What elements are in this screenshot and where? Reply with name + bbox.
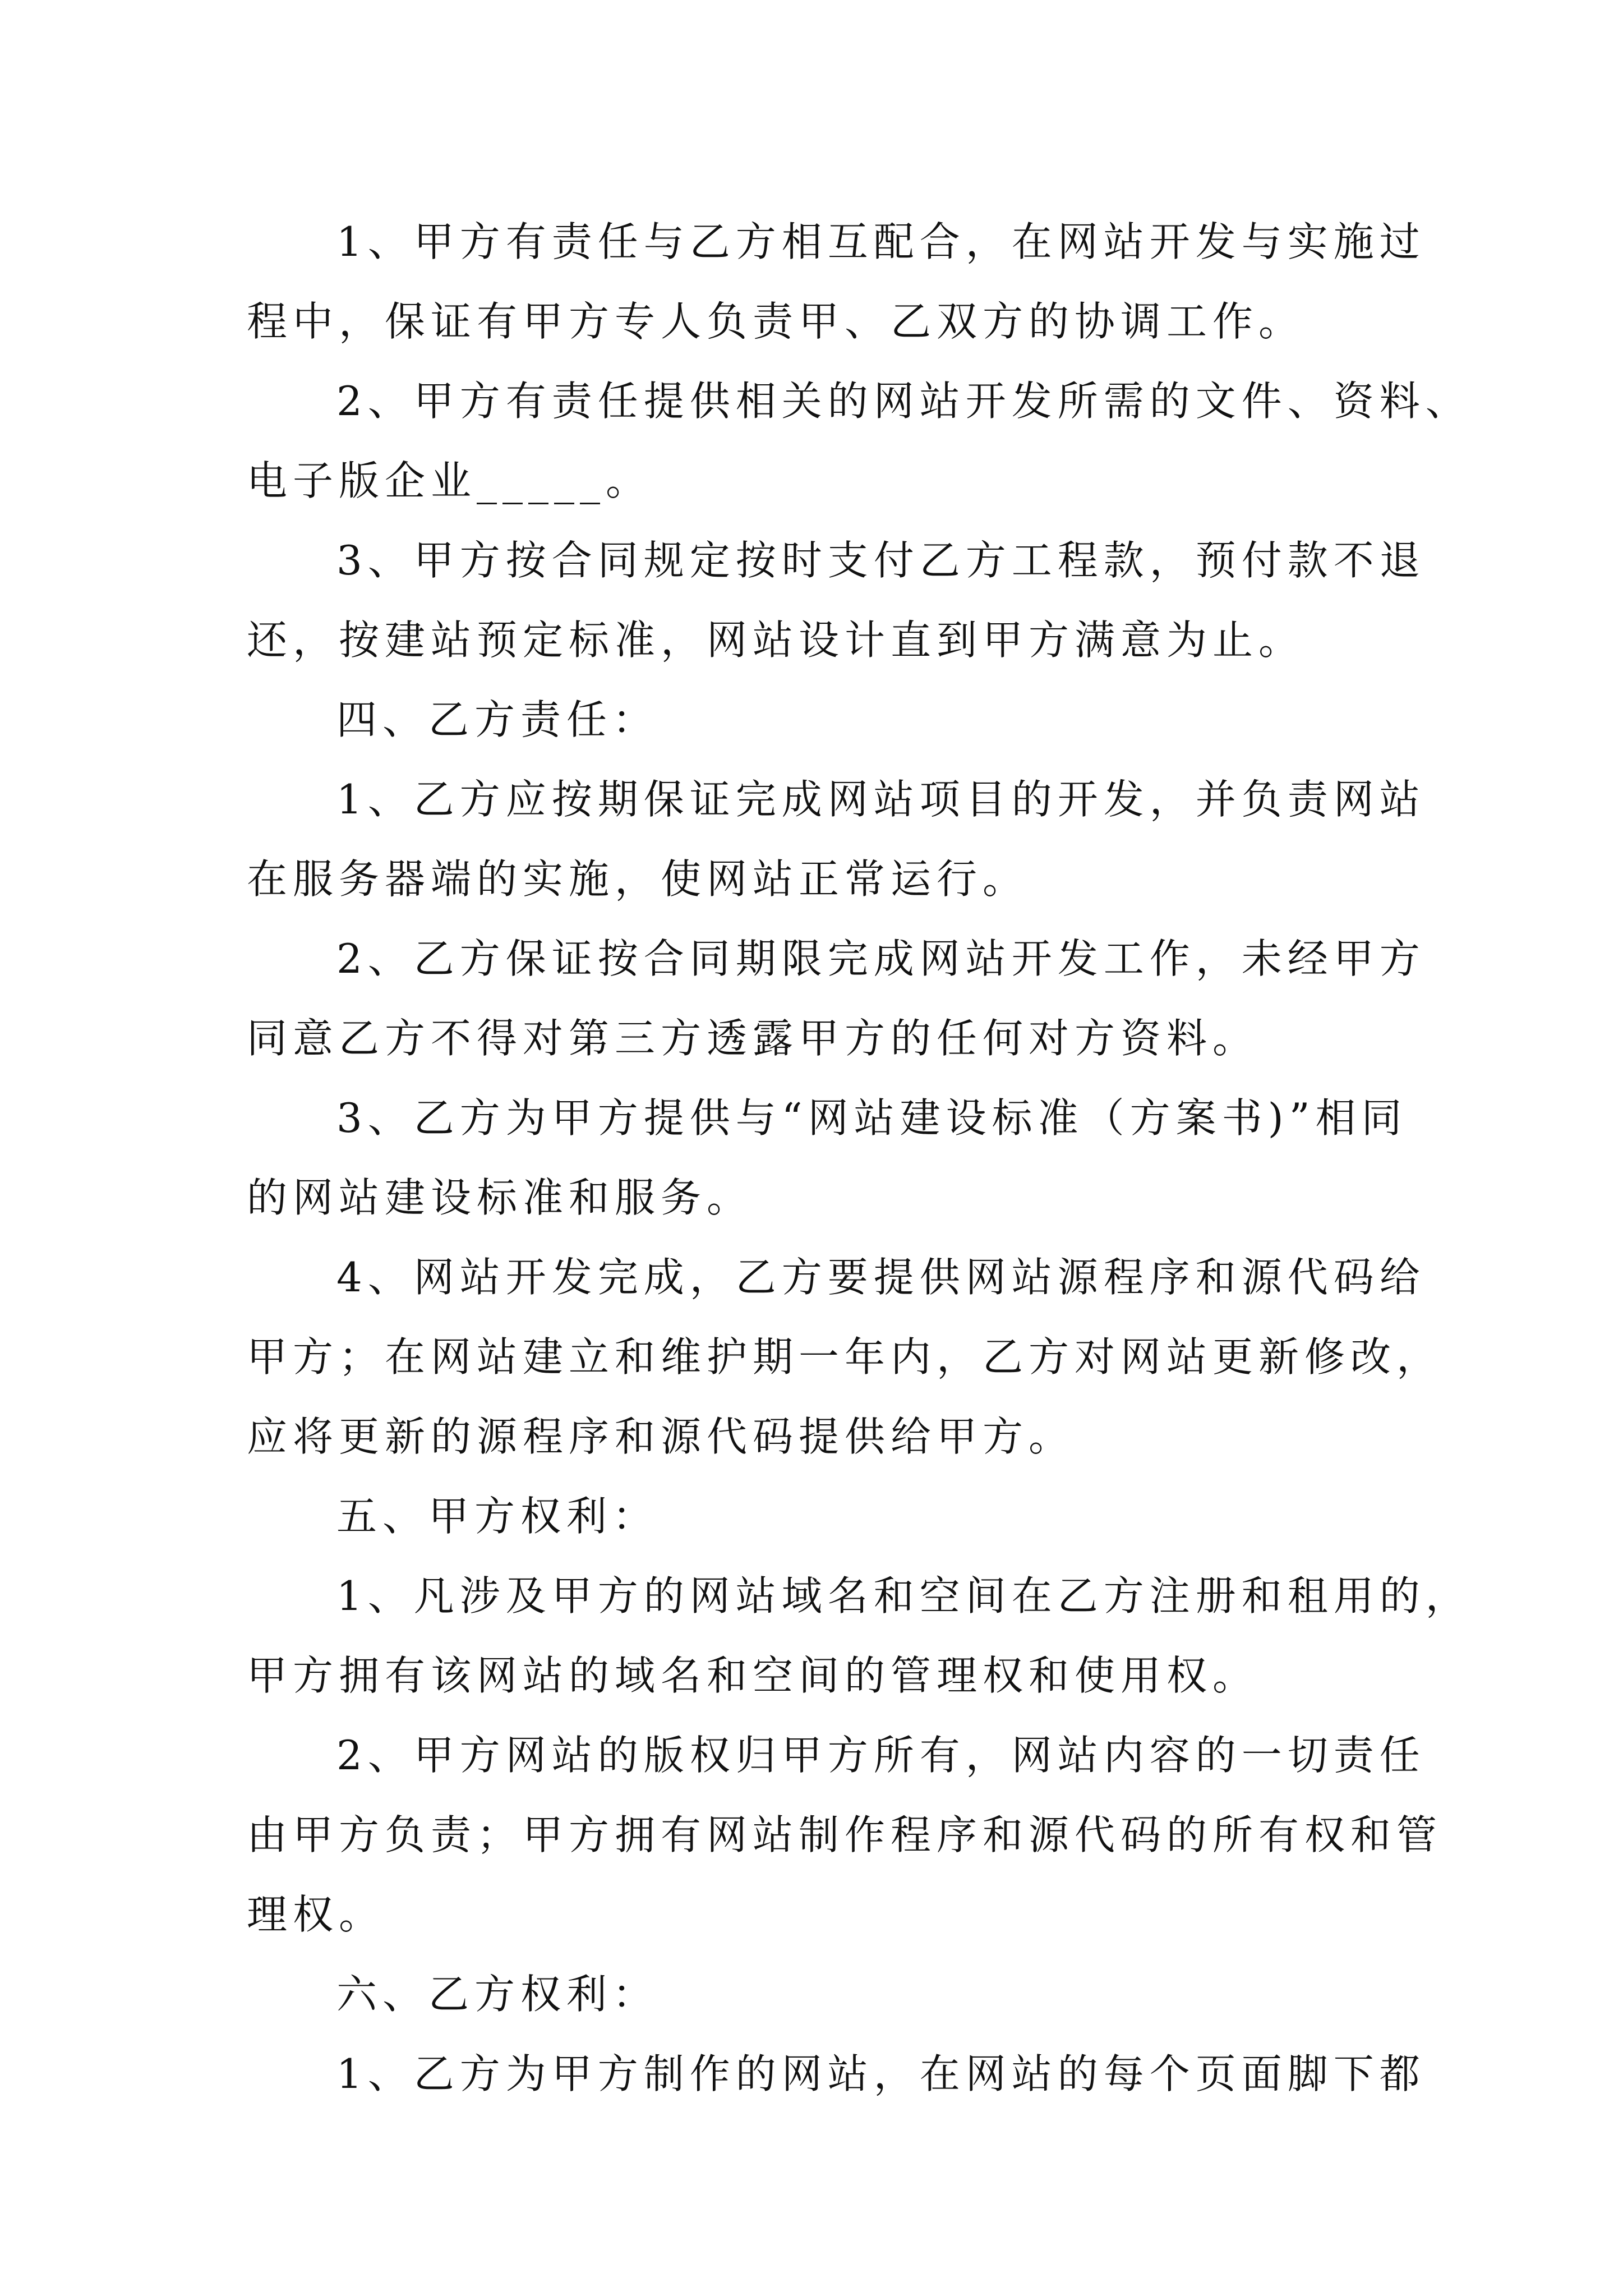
text-line: 甲方；在网站建立和维护期一年内，乙方对网站更新修改， [247, 1333, 1443, 1381]
text-line: 3、乙方为甲方提供与“网站建设标准（方案书)”相同 [336, 1094, 1408, 1142]
section-heading: 六、乙方权利： [336, 1971, 659, 2018]
text-line: 应将更新的源程序和源代码提供给甲方。 [247, 1413, 1075, 1460]
text-line: 程中，保证有甲方专人负责甲、乙双方的协调工作。 [247, 298, 1305, 345]
section-heading: 五、甲方权利： [336, 1493, 659, 1540]
text-line: 同意乙方不得对第三方透露甲方的任何对方资料。 [247, 1015, 1259, 1062]
section-heading: 四、乙方责任： [336, 696, 659, 743]
text-line: 电子版企业_____。 [247, 457, 652, 504]
text-line: 1、凡涉及甲方的网站域名和空间在乙方注册和租用的， [336, 1572, 1472, 1619]
text-line: 4、网站开发完成，乙方要提供网站源程序和源代码给 [336, 1254, 1426, 1301]
text-line: 2、甲方网站的版权归甲方所有，网站内容的一切责任 [336, 1732, 1426, 1779]
text-line: 还，按建站预定标准，网站设计直到甲方满意为止。 [247, 616, 1305, 664]
text-line: 甲方拥有该网站的域名和空间的管理权和使用权。 [247, 1652, 1259, 1699]
document-body [247, 202, 1472, 2114]
text-line: 由甲方负责；甲方拥有网站制作程序和源代码的所有权和管 [247, 1811, 1443, 1858]
text-line: 在服务器端的实施，使网站正常运行。 [247, 855, 1029, 903]
text-line: 理权。 [247, 1891, 385, 1938]
text-line: 2、乙方保证按合同期限完成网站开发工作，未经甲方 [336, 935, 1426, 982]
text-line: 1、乙方为甲方制作的网站，在网站的每个页面脚下都 [336, 2050, 1426, 2097]
text-line: 3、甲方按合同规定按时支付乙方工程款，预付款不退 [336, 537, 1426, 584]
text-line: 1、乙方应按期保证完成网站项目的开发，并负责网站 [336, 776, 1426, 823]
text-line: 的网站建设标准和服务。 [247, 1174, 753, 1221]
text-line: 2、甲方有责任提供相关的网站开发所需的文件、资料、 [336, 378, 1472, 425]
text-line: 1、甲方有责任与乙方相互配合，在网站开发与实施过 [336, 218, 1426, 265]
